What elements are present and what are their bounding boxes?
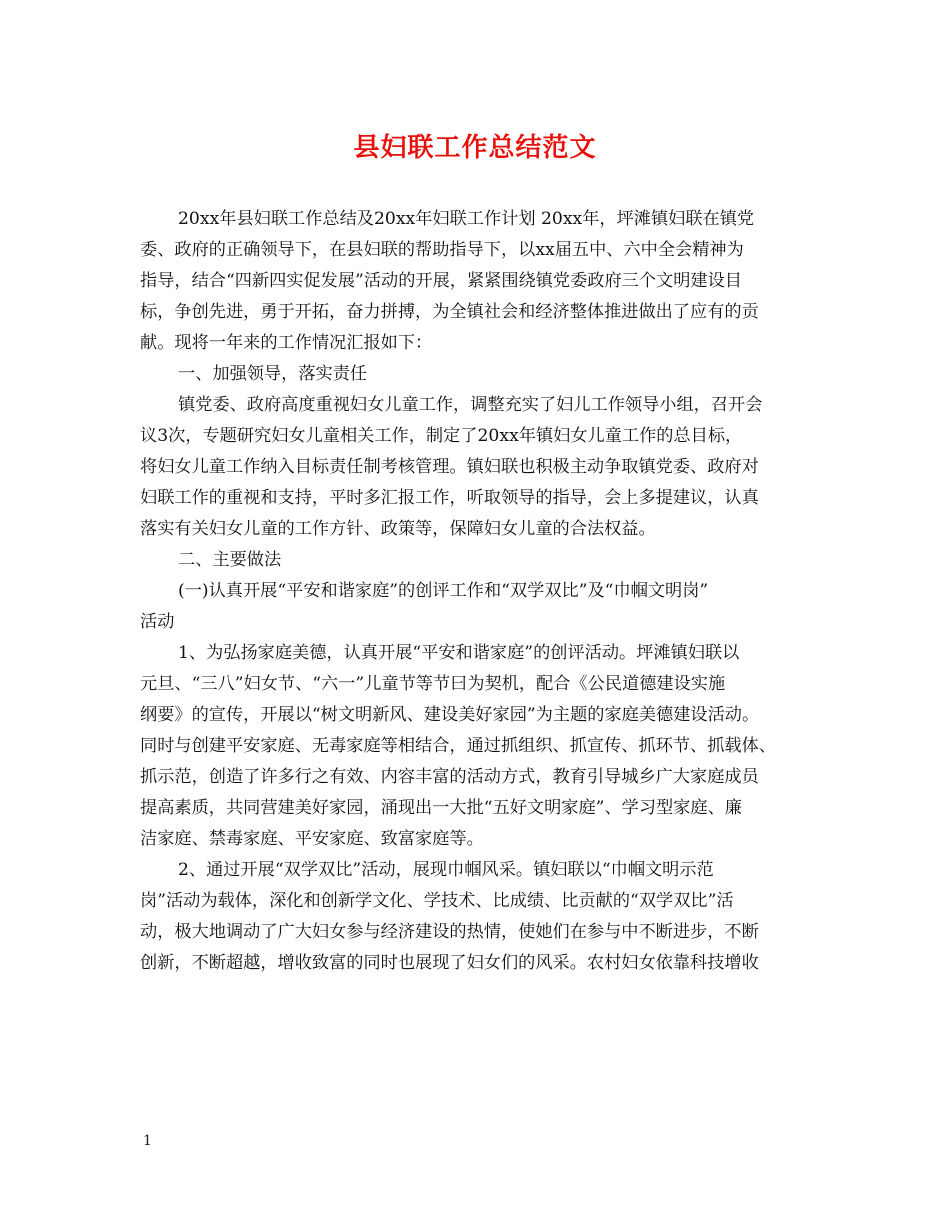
section-heading: 二、主要做法 xyxy=(178,550,282,570)
paragraph-line: 洁家庭、禁毒家庭、平安家庭、致富家庭等。 xyxy=(140,829,484,849)
paragraph-line: 20xx年县妇联工作总结及20xx年妇联工作计划 20xx年，坪滩镇妇联在镇党 xyxy=(178,209,755,229)
paragraph-line: 动，极大地调动了广大妇女参与经济建设的热情，使她们在参与中不断进步，不断 xyxy=(140,922,759,942)
document-title: 县妇联工作总结范文 xyxy=(353,133,597,163)
paragraph-line: 抓示范，创造了许多行之有效、内容丰富的活动方式，教育引导城乡广大家庭成员 xyxy=(140,767,759,787)
subsection-heading: (一)认真开展“平安和谐家庭”的创评工作和“双学双比”及“巾帼文明岗” xyxy=(178,581,709,601)
paragraph-line: 岗”活动为载体，深化和创新学文化、学技术、比成绩、比贡献的“双学双比”活 xyxy=(140,891,734,911)
paragraph-line: 标，争创先进，勇于开拓，奋力拼搏，为全镇社会和经济整体推进做出了应有的贡 xyxy=(140,302,759,322)
page-number: 1 xyxy=(143,1133,152,1149)
paragraph-line: 议3次，专题研究妇女儿童相关工作，制定了20xx年镇妇女儿童工作的总目标， xyxy=(140,426,743,446)
paragraph-line: 2、通过开展“双学双比”活动，展现巾帼风采。镇妇联以“巾帼文明示范 xyxy=(178,860,714,880)
paragraph-line: 将妇女儿童工作纳入目标责任制考核管理。镇妇联也积极主动争取镇党委、政府对 xyxy=(140,457,759,477)
document-body xyxy=(140,204,830,979)
paragraph-line: 1、为弘扬家庭美德，认真开展“平安和谐家庭”的创评活动。坪滩镇妇联以 xyxy=(178,643,740,663)
paragraph-line: 创新，不断超越，增收致富的同时也展现了妇女们的风采。农村妇女依靠科技增收 xyxy=(140,953,759,973)
paragraph-line: 提高素质，共同营建美好家园，涌现出一大批“五好文明家庭”、学习型家庭、廉 xyxy=(140,798,742,818)
section-heading: 一、加强领导，落实责任 xyxy=(178,364,368,384)
paragraph-line: 镇党委、政府高度重视妇女儿童工作，调整充实了妇儿工作领导小组，召开会 xyxy=(178,395,763,415)
paragraph-line: 纲要》的宣传，开展以“树文明新风、建设美好家园”为主题的家庭美德建设活动。 xyxy=(140,705,760,725)
paragraph-line: 同时与创建平安家庭、无毒家庭等相结合，通过抓组织、抓宣传、抓环节、抓载体、 xyxy=(140,736,776,756)
paragraph-line: 妇联工作的重视和支持，平时多汇报工作，听取领导的指导，会上多提建议，认真 xyxy=(140,488,759,508)
subsection-heading: 活动 xyxy=(140,612,175,632)
paragraph-line: 献。现将一年来的工作情况汇报如下： xyxy=(140,333,433,353)
paragraph-line: 委、政府的正确领导下，在县妇联的帮助指导下，以xx届五中、六中全会精神为 xyxy=(140,240,744,260)
paragraph-line: 元旦、“三八”妇女节、“六一”儿童节等节曰为契机，配合《公民道德建设实施 xyxy=(140,674,726,694)
paragraph-line: 落实有关妇女儿童的工作方针、政策等，保障妇女儿童的合法权益。 xyxy=(140,519,656,539)
paragraph-line: 指导，结合“四新四实促发展”活动的开展，紧紧围绕镇党委政府三个文明建设目 xyxy=(140,271,742,291)
